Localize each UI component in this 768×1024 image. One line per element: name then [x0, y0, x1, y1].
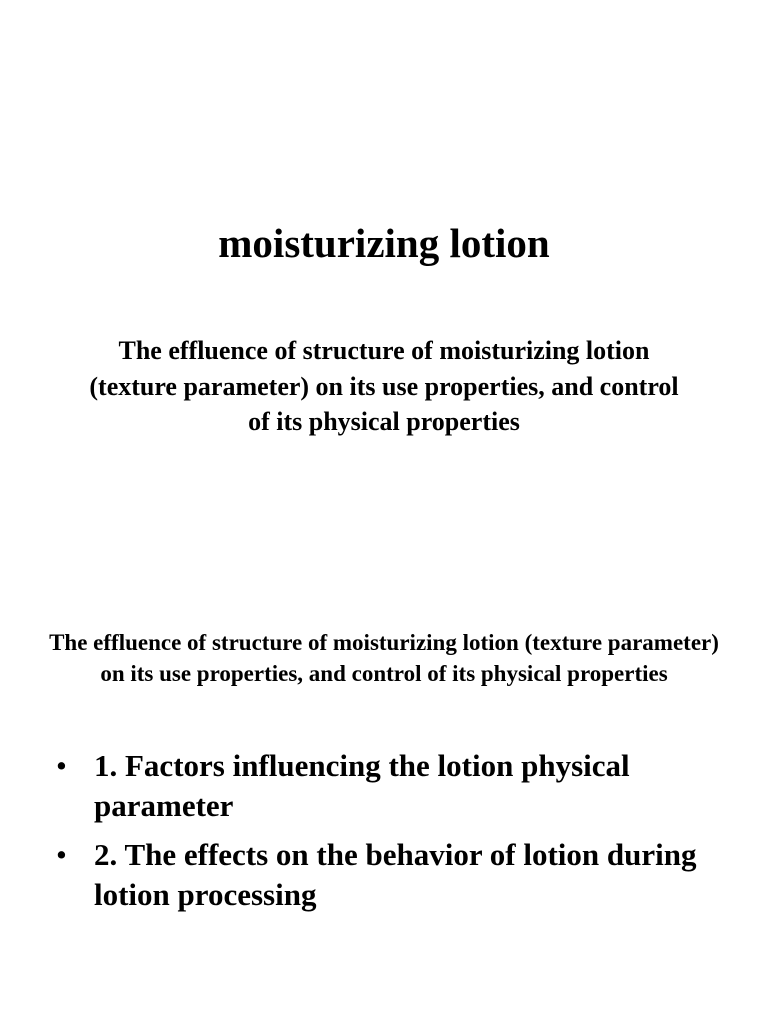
bullet-icon: •: [56, 837, 67, 872]
content-slide: [0, 576, 768, 1024]
bullet-list: [56, 746, 736, 924]
bullet-icon: •: [56, 748, 67, 783]
presentation-subtitle: The effluence of structure of moisturizing lotion (texture parameter) on its use properties, and control of its physical properties: [89, 336, 679, 436]
presentation-title: moisturizing lotion: [218, 220, 550, 266]
list-item-text: 2. The effects on the behavior of lotion during lotion processing: [94, 837, 697, 912]
list-item: [56, 835, 736, 915]
list-item-text: 1. Factors influencing the lotion physical parameter: [94, 748, 630, 823]
slide-heading: The effluence of structure of moisturizing lotion (texture parameter) on its use properties, and control of its physical properties: [49, 630, 719, 686]
list-item: [56, 746, 736, 826]
